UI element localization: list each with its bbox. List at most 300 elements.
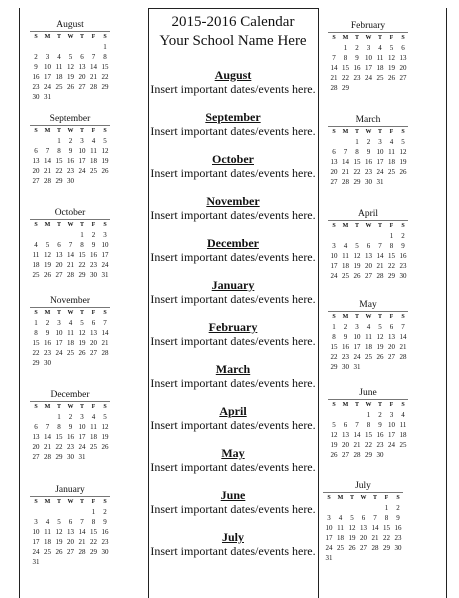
empty-day-cell — [347, 504, 357, 512]
day-number: 15 — [55, 433, 63, 441]
day-number: 25 — [55, 83, 63, 91]
day-number: 18 — [376, 64, 384, 72]
mini-calendar-rule — [30, 125, 110, 126]
weekday-label: F — [91, 222, 96, 228]
weekday-label: M — [342, 223, 349, 229]
day-number: 15 — [383, 524, 390, 532]
event-placeholder-text: Insert important dates/events here. — [150, 124, 316, 138]
event-entry — [149, 152, 317, 180]
day-number: 9 — [68, 147, 73, 155]
day-number: 9 — [378, 421, 382, 429]
day-number: 7 — [45, 423, 50, 431]
mini-calendar-rule — [328, 126, 408, 127]
mini-calendar-rule — [328, 311, 408, 312]
day-number: 28 — [78, 548, 86, 556]
day-number: 29 — [383, 544, 390, 552]
day-number: 31 — [376, 178, 384, 186]
day-number: 8 — [34, 329, 38, 337]
day-number: 23 — [32, 83, 40, 91]
day-number: 1 — [389, 232, 394, 240]
mini-calendar-december — [28, 390, 112, 461]
day-number: 18 — [337, 534, 344, 542]
weekday-label: T — [56, 310, 61, 316]
day-number: 28 — [101, 349, 109, 357]
day-number: 23 — [342, 353, 349, 361]
day-number: 4 — [34, 241, 38, 249]
weekday-label: M — [342, 35, 349, 41]
day-number: 30 — [101, 548, 109, 556]
day-number: 2 — [396, 504, 400, 512]
day-number: 12 — [101, 147, 109, 155]
day-number: 10 — [330, 252, 338, 260]
day-number: 25 — [342, 272, 349, 280]
mini-calendar-title: October — [54, 208, 86, 218]
day-number: 31 — [353, 363, 361, 371]
weekday-label: W — [67, 310, 74, 316]
mini-calendar-january — [28, 485, 112, 566]
mini-calendar-rule — [328, 32, 408, 33]
day-number: 5 — [401, 138, 405, 146]
day-number: 5 — [57, 518, 61, 526]
day-number: 7 — [332, 54, 336, 62]
day-number: 2 — [378, 411, 382, 419]
day-number: 31 — [325, 554, 333, 562]
day-number: 29 — [32, 359, 40, 367]
day-number: 17 — [78, 157, 86, 165]
event-placeholder-text: Insert important dates/events here. — [150, 166, 316, 180]
day-grid — [326, 411, 410, 459]
day-number: 22 — [55, 167, 63, 175]
day-number: 29 — [55, 177, 63, 185]
day-number: 2 — [343, 323, 348, 331]
day-number: 2 — [355, 44, 359, 52]
weekday-label: S — [34, 128, 38, 134]
weekday-label: T — [354, 35, 359, 41]
day-number: 14 — [44, 157, 51, 165]
weekday-label: W — [67, 404, 74, 410]
event-month-heading: March — [215, 362, 251, 376]
day-number: 29 — [353, 178, 361, 186]
day-number: 21 — [371, 534, 379, 542]
day-number: 4 — [401, 411, 405, 419]
day-number: 10 — [78, 423, 86, 431]
event-month-heading: August — [214, 68, 252, 82]
day-number: 3 — [332, 242, 336, 250]
mini-calendar-september — [28, 114, 112, 185]
weekday-label: S — [34, 404, 38, 410]
empty-day-cell — [364, 232, 374, 240]
weekday-label: S — [34, 310, 38, 316]
day-number: 6 — [366, 242, 371, 250]
weekday-label: W — [67, 222, 74, 228]
day-number: 8 — [332, 333, 336, 341]
day-number: 17 — [32, 538, 40, 546]
day-grid — [321, 504, 405, 562]
mini-calendar-rule — [328, 220, 408, 221]
day-number: 12 — [376, 333, 384, 341]
day-number: 4 — [68, 319, 73, 327]
day-number: 22 — [55, 443, 63, 451]
mini-calendar-june — [326, 388, 410, 459]
day-number: 30 — [67, 177, 74, 185]
day-number: 20 — [90, 339, 97, 347]
day-number: 28 — [376, 272, 384, 280]
day-number: 3 — [103, 231, 107, 239]
weekday-label: T — [56, 499, 61, 505]
day-number: 18 — [90, 433, 97, 441]
day-number: 30 — [44, 359, 51, 367]
empty-day-cell — [341, 232, 351, 240]
weekday-header-row — [28, 33, 112, 41]
day-number: 28 — [330, 84, 338, 92]
day-number: 6 — [34, 423, 38, 431]
event-placeholder-text: Insert important dates/events here. — [150, 250, 316, 264]
weekday-label: F — [91, 310, 96, 316]
weekday-label: S — [332, 129, 336, 135]
day-number: 21 — [399, 343, 407, 351]
day-number: 3 — [34, 518, 38, 526]
day-number: 17 — [325, 534, 333, 542]
day-number: 26 — [353, 272, 361, 280]
day-number: 30 — [32, 93, 40, 101]
day-number: 5 — [80, 319, 84, 327]
weekday-label: T — [372, 495, 377, 501]
day-number: 19 — [67, 73, 74, 81]
day-number: 4 — [57, 53, 61, 61]
weekday-label: M — [342, 129, 349, 135]
day-number: 7 — [343, 148, 348, 156]
weekday-label: M — [44, 222, 51, 228]
day-number: 24 — [78, 167, 86, 175]
day-number: 10 — [325, 524, 333, 532]
day-number: 1 — [384, 504, 389, 512]
day-number: 15 — [78, 251, 86, 259]
day-number: 12 — [78, 329, 86, 337]
day-number: 13 — [55, 251, 63, 259]
empty-day-cell — [31, 137, 41, 145]
empty-day-cell — [77, 43, 87, 51]
day-number: 21 — [44, 167, 51, 175]
mini-calendar-rule — [323, 492, 403, 493]
event-month-heading: January — [211, 278, 255, 292]
weekday-header-row — [28, 309, 112, 317]
weekday-label: S — [396, 495, 400, 501]
day-number: 12 — [44, 251, 51, 259]
day-number: 2 — [68, 413, 73, 421]
day-number: 30 — [399, 272, 407, 280]
day-number: 22 — [90, 538, 97, 546]
day-number: 20 — [55, 261, 63, 269]
day-number: 1 — [91, 508, 96, 516]
day-number: 17 — [78, 433, 86, 441]
day-number: 4 — [378, 44, 382, 52]
weekday-header-row — [326, 401, 410, 409]
day-number: 27 — [67, 548, 74, 556]
weekday-label: T — [354, 314, 359, 320]
event-placeholder-text: Insert important dates/events here. — [150, 334, 316, 348]
mini-calendar-march — [326, 115, 410, 186]
weekday-label: S — [401, 223, 405, 229]
day-number: 26 — [388, 74, 395, 82]
day-number: 4 — [91, 413, 96, 421]
day-grid — [28, 231, 112, 279]
day-number: 2 — [366, 138, 371, 146]
day-number: 16 — [376, 431, 384, 439]
empty-day-cell — [43, 137, 53, 145]
weekday-label: S — [401, 402, 405, 408]
day-number: 7 — [355, 421, 359, 429]
day-number: 23 — [101, 538, 109, 546]
day-number: 25 — [399, 441, 407, 449]
day-number: 5 — [103, 413, 107, 421]
day-number: 12 — [55, 528, 63, 536]
day-number: 15 — [330, 343, 338, 351]
empty-day-cell — [31, 413, 41, 421]
empty-day-cell — [375, 232, 385, 240]
day-number: 20 — [32, 167, 40, 175]
day-number: 23 — [67, 443, 74, 451]
mini-calendar-may — [326, 300, 410, 371]
day-number: 25 — [388, 168, 395, 176]
day-number: 15 — [55, 157, 63, 165]
day-number: 21 — [342, 168, 349, 176]
day-number: 11 — [342, 252, 349, 260]
day-number: 7 — [378, 242, 382, 250]
day-number: 25 — [337, 544, 344, 552]
day-number: 10 — [388, 421, 395, 429]
weekday-label: W — [365, 314, 372, 320]
weekday-label: T — [56, 128, 61, 134]
day-number: 24 — [365, 74, 372, 82]
day-number: 7 — [373, 514, 377, 522]
day-number: 26 — [67, 83, 74, 91]
day-number: 19 — [348, 534, 356, 542]
day-number: 9 — [355, 54, 359, 62]
day-number: 7 — [45, 147, 50, 155]
day-number: 25 — [376, 74, 384, 82]
mini-calendar-rule — [30, 31, 110, 32]
day-number: 5 — [68, 53, 73, 61]
day-number: 9 — [103, 518, 107, 526]
day-number: 13 — [32, 433, 40, 441]
day-number: 13 — [67, 528, 74, 536]
empty-day-cell — [77, 508, 87, 516]
day-grid — [28, 508, 112, 566]
day-number: 16 — [90, 251, 97, 259]
day-number: 8 — [389, 242, 394, 250]
day-number: 3 — [366, 44, 371, 52]
day-number: 3 — [389, 411, 394, 419]
day-number: 29 — [330, 363, 338, 371]
weekday-label: S — [401, 129, 405, 135]
day-number: 13 — [399, 54, 407, 62]
day-number: 21 — [44, 443, 51, 451]
day-number: 5 — [45, 241, 50, 249]
weekday-label: T — [377, 223, 382, 229]
empty-day-cell — [352, 232, 362, 240]
empty-day-cell — [341, 411, 351, 419]
weekday-label: T — [377, 35, 382, 41]
day-number: 13 — [365, 252, 372, 260]
empty-day-cell — [43, 43, 53, 51]
day-number: 21 — [330, 74, 338, 82]
weekday-label: F — [91, 34, 96, 40]
day-number: 22 — [365, 441, 372, 449]
mini-calendar-rule — [328, 399, 408, 400]
day-number: 28 — [90, 83, 97, 91]
day-number: 20 — [388, 343, 395, 351]
weekday-header-row — [28, 221, 112, 229]
day-number: 17 — [44, 73, 51, 81]
empty-day-cell — [329, 411, 339, 419]
mini-calendar-august — [28, 20, 112, 101]
day-number: 8 — [343, 54, 348, 62]
weekday-label: T — [354, 223, 359, 229]
day-number: 11 — [32, 251, 40, 259]
day-number: 26 — [399, 168, 407, 176]
day-number: 8 — [91, 518, 96, 526]
day-number: 1 — [366, 411, 371, 419]
day-number: 2 — [91, 231, 96, 239]
day-number: 11 — [399, 421, 407, 429]
day-number: 18 — [55, 73, 63, 81]
weekday-label: S — [103, 404, 107, 410]
weekday-label: S — [103, 128, 107, 134]
empty-day-cell — [66, 43, 76, 51]
event-entry — [149, 278, 317, 306]
mini-calendar-rule — [30, 307, 110, 308]
day-number: 29 — [365, 451, 372, 459]
event-placeholder-text: Insert important dates/events here. — [150, 208, 316, 222]
day-number: 20 — [360, 534, 367, 542]
day-grid — [28, 319, 112, 367]
weekday-label: T — [56, 404, 61, 410]
day-number: 10 — [44, 63, 51, 71]
day-number: 1 — [57, 137, 61, 145]
day-number: 2 — [401, 232, 405, 240]
day-number: 26 — [348, 544, 356, 552]
day-number: 21 — [78, 538, 86, 546]
weekday-label: F — [91, 404, 96, 410]
day-number: 27 — [32, 177, 40, 185]
day-number: 22 — [101, 73, 109, 81]
day-number: 6 — [34, 147, 38, 155]
weekday-label: T — [79, 128, 84, 134]
day-number: 30 — [394, 544, 402, 552]
empty-day-cell — [31, 43, 41, 51]
day-number: 29 — [342, 84, 349, 92]
weekday-label: S — [103, 499, 107, 505]
day-number: 23 — [376, 441, 384, 449]
day-number: 27 — [399, 74, 407, 82]
day-number: 21 — [101, 339, 109, 347]
event-entry — [149, 68, 317, 96]
day-number: 26 — [44, 271, 51, 279]
day-number: 4 — [91, 137, 96, 145]
day-number: 6 — [68, 518, 73, 526]
day-number: 2 — [103, 508, 107, 516]
day-number: 27 — [90, 349, 97, 357]
weekday-label: T — [354, 402, 359, 408]
day-number: 23 — [44, 349, 51, 357]
day-number: 9 — [401, 242, 405, 250]
event-entry — [149, 362, 317, 390]
day-number: 4 — [343, 242, 348, 250]
day-number: 30 — [67, 453, 74, 461]
empty-day-cell — [31, 231, 41, 239]
day-number: 28 — [371, 544, 379, 552]
weekday-label: F — [389, 35, 394, 41]
day-number: 19 — [78, 339, 86, 347]
day-number: 6 — [401, 44, 405, 52]
day-number: 11 — [55, 63, 63, 71]
event-placeholder-text: Insert important dates/events here. — [150, 82, 316, 96]
day-number: 28 — [44, 177, 51, 185]
day-number: 13 — [342, 431, 349, 439]
day-number: 20 — [78, 73, 86, 81]
day-number: 14 — [371, 524, 379, 532]
day-number: 24 — [388, 441, 395, 449]
day-number: 18 — [32, 261, 40, 269]
day-number: 1 — [57, 413, 61, 421]
mini-calendar-title: May — [359, 300, 377, 310]
weekday-label: W — [67, 34, 74, 40]
day-number: 10 — [101, 241, 109, 249]
day-number: 16 — [67, 157, 74, 165]
weekday-label: T — [377, 314, 382, 320]
day-number: 21 — [376, 262, 384, 270]
day-number: 5 — [103, 137, 107, 145]
mini-calendar-title: June — [359, 388, 377, 398]
weekday-header-row — [28, 403, 112, 411]
day-number: 3 — [80, 137, 84, 145]
weekday-label: F — [389, 223, 394, 229]
event-entry — [149, 236, 317, 264]
day-number: 24 — [44, 83, 51, 91]
day-number: 4 — [366, 323, 371, 331]
day-number: 31 — [101, 271, 109, 279]
day-number: 6 — [343, 421, 348, 429]
event-entry — [149, 110, 317, 138]
weekday-label: T — [354, 129, 359, 135]
day-number: 14 — [399, 333, 407, 341]
day-number: 27 — [330, 178, 338, 186]
day-number: 9 — [91, 241, 96, 249]
day-number: 12 — [330, 431, 338, 439]
event-month-heading: February — [208, 320, 258, 334]
day-number: 23 — [67, 167, 74, 175]
day-number: 6 — [80, 53, 84, 61]
day-number: 23 — [90, 261, 97, 269]
day-number: 9 — [366, 148, 371, 156]
day-number: 17 — [330, 262, 338, 270]
mini-calendar-rule — [30, 401, 110, 402]
day-number: 14 — [376, 252, 384, 260]
day-number: 25 — [365, 353, 372, 361]
day-number: 27 — [365, 272, 372, 280]
empty-day-cell — [329, 44, 339, 52]
day-number: 9 — [68, 423, 73, 431]
empty-day-cell — [329, 232, 339, 240]
weekday-label: F — [384, 495, 389, 501]
day-number: 22 — [383, 534, 390, 542]
day-number: 5 — [378, 323, 382, 331]
weekday-label: S — [34, 499, 38, 505]
day-number: 28 — [67, 271, 74, 279]
day-number: 28 — [353, 451, 361, 459]
mini-calendar-title: February — [350, 21, 386, 31]
day-number: 5 — [332, 421, 336, 429]
